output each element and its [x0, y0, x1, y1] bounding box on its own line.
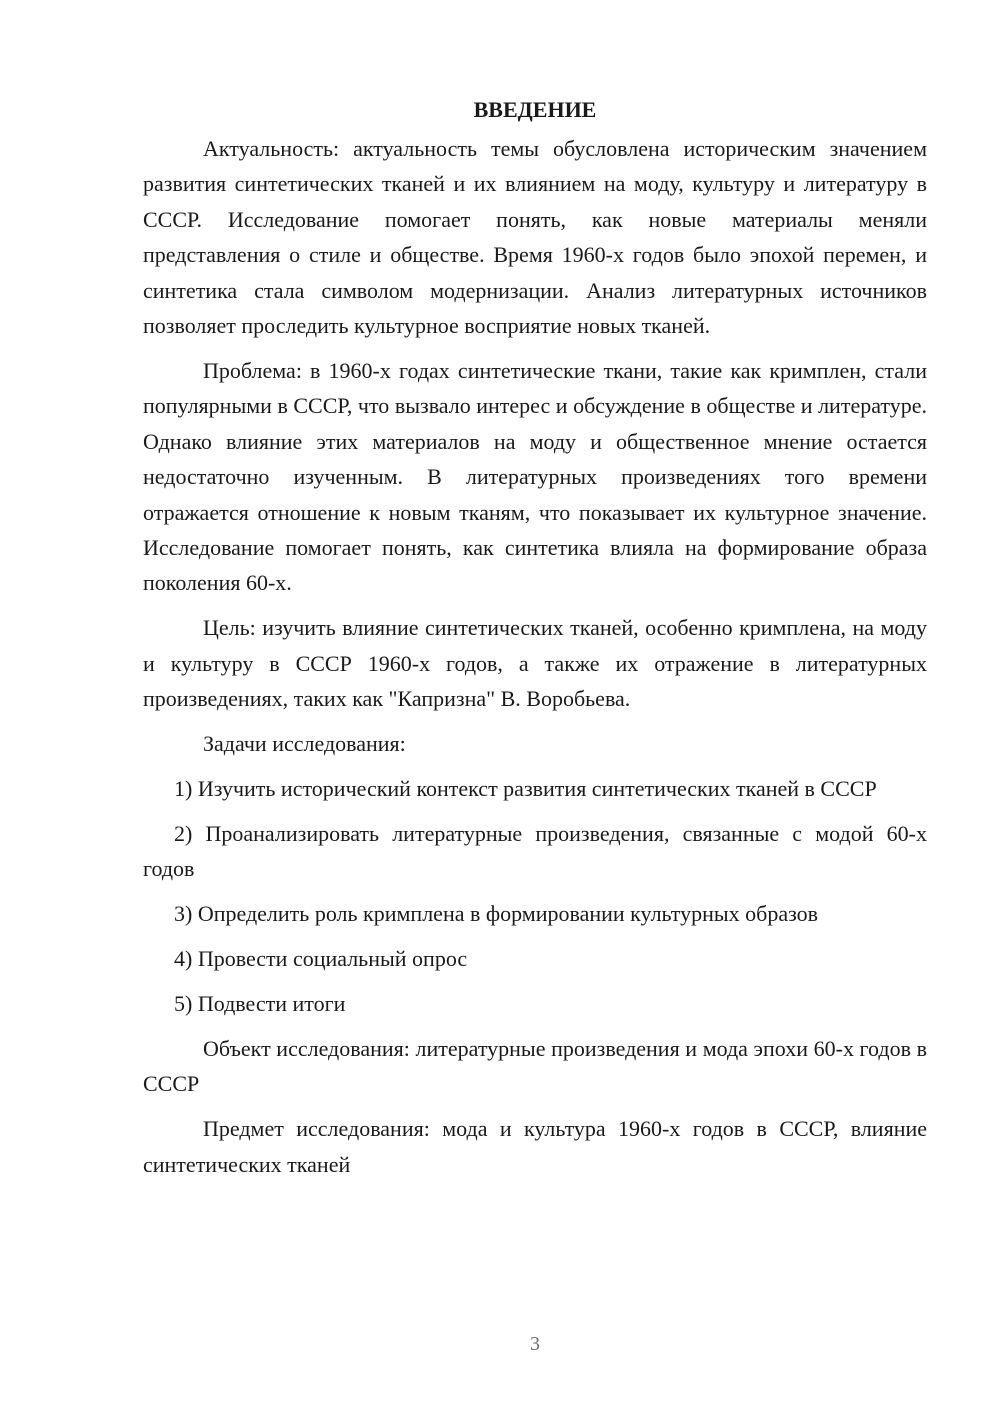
relevance-paragraph: Актуальность: актуальность темы обусловлена историческим значением развития синтетических тканей и их влиянием на моду, культуру и литературу в СССР. Исследование помогает понять, как новые материалы меняли представления о стиле и обществе. Время 1960-х годов было эпохой перемен, и синтетика стала символом модернизации. Анализ литературных источников позволяет проследить культурное восприятие новых тканей. — [143, 136, 927, 339]
task-item-5: 5) Подвести итоги — [174, 990, 346, 1016]
page-number: 3 — [530, 1333, 540, 1355]
page-title: ВВЕДЕНИЕ — [473, 97, 597, 122]
task-item-3: 3) Определить роль кримплена в формировании культурных образов — [174, 901, 819, 927]
task-item-1: 1) Изучить исторический контекст развития синтетических тканей в СССР — [174, 775, 877, 801]
goal-paragraph: Цель: изучить влияние синтетических тканей, особенно кримплена, на моду и культуру в СССР 1960-х годов, а также их отражение в литературных произведениях, таких как "Капризна" В. Воробьева. — [143, 615, 927, 712]
subject-paragraph: Предмет исследования: мода и культура 1960-х годов в СССР, влияние синтетических тканей — [143, 1116, 927, 1177]
object-paragraph: Объект исследования: литературные произведения и мода эпохи 60-х годов в СССР — [143, 1035, 927, 1097]
document-page — [143, 92, 927, 1191]
task-item-4: 4) Провести социальный опрос — [174, 946, 468, 972]
task-item-2: 2) Проанализировать литературные произведения, связанные с модой 60-х годов — [143, 820, 927, 882]
problem-paragraph: Проблема: в 1960-х годах синтетические ткани, такие как кримплен, стали популярными в СССР, что вызвало интерес и обсуждение в обществе и литературе. Однако влияние этих материалов на моду и общественное мнение остается недостаточно изученным. В литературных произведениях того времени отражается отношение к новым тканям, что показывает их культурное значение. Исследование помогает понять, как синтетика влияла на формирование образа поколения 60-х. — [143, 357, 927, 596]
tasks-heading: Задачи исследования: — [203, 731, 406, 756]
